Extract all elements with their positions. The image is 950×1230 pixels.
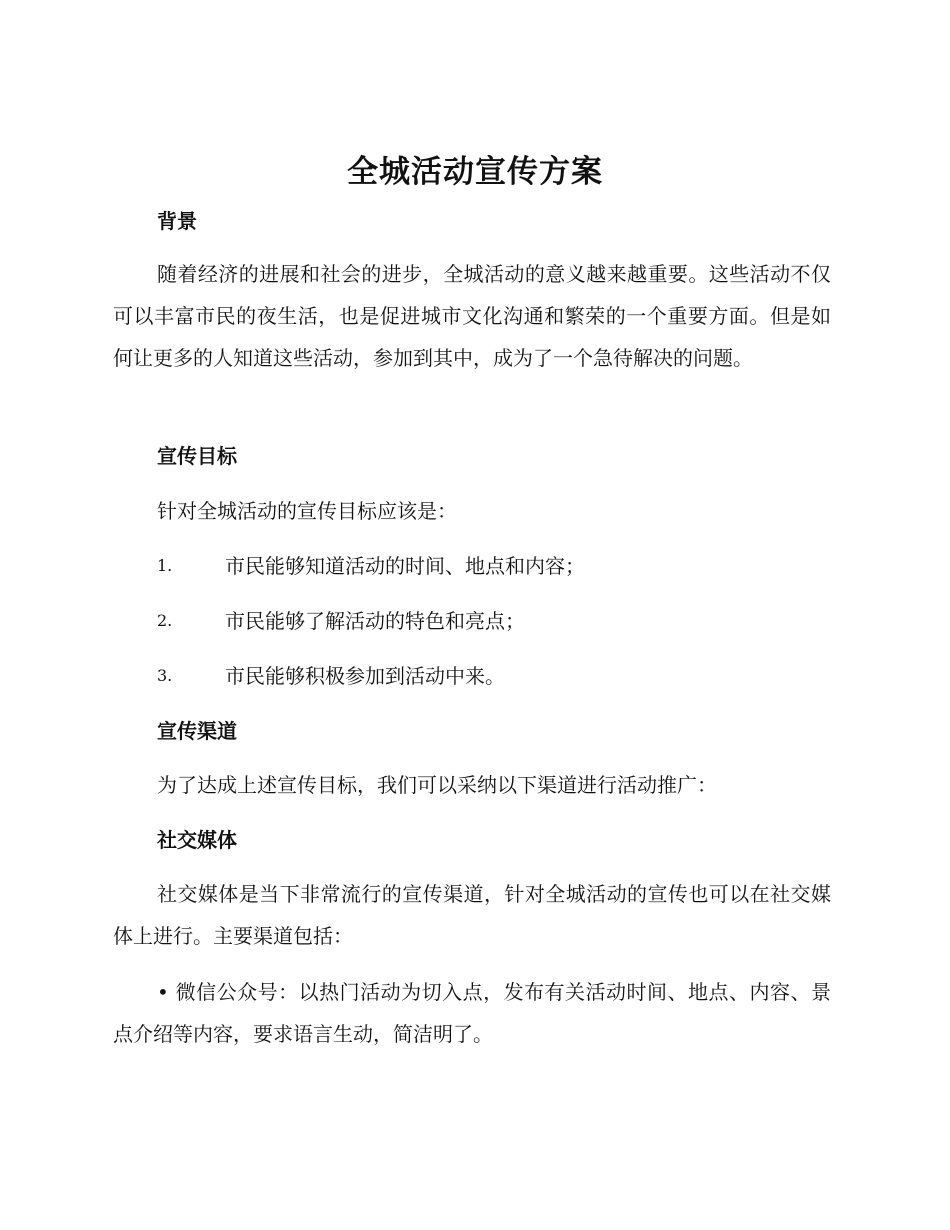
social-media-paragraph: 社交媒体是当下非常流行的宣传渠道，针对全城活动的宣传也可以在社交媒体上进行。主要渠道包括： (113, 882, 831, 948)
list-number: 1. (157, 556, 173, 575)
document-title: 全城活动宣传方案 (347, 154, 603, 190)
goals-intro: 针对全城活动的宣传目标应该是： (157, 499, 457, 523)
heading-background: 背景 (157, 209, 197, 233)
list-text: 市民能够知道活动的时间、地点和内容； (225, 554, 585, 578)
heading-channels: 宣传渠道 (157, 719, 237, 743)
list-number: 2. (157, 611, 173, 630)
channels-intro: 为了达成上述宣传目标，我们可以采纳以下渠道进行活动推广： (157, 773, 717, 797)
list-number: 3. (157, 666, 173, 685)
background-paragraph: 随着经济的进展和社会的进步，全城活动的意义越来越重要。这些活动不仅可以丰富市民的夜生活，也是促进城市文化沟通和繁荣的一个重要方面。但是如何让更多的人知道这些活动，参加到其中，成为了一个急待解决的问题。 (113, 262, 831, 370)
heading-goals: 宣传目标 (157, 444, 237, 468)
wechat-bullet: • 微信公众号：以热门活动为切入点，发布有关活动时间、地点、内容、景点介绍等内容，要求语言生动，简洁明了。 (113, 980, 831, 1046)
heading-social-media: 社交媒体 (157, 828, 237, 852)
list-text: 市民能够了解活动的特色和亮点； (225, 609, 525, 633)
list-text: 市民能够积极参加到活动中来。 (225, 664, 505, 688)
